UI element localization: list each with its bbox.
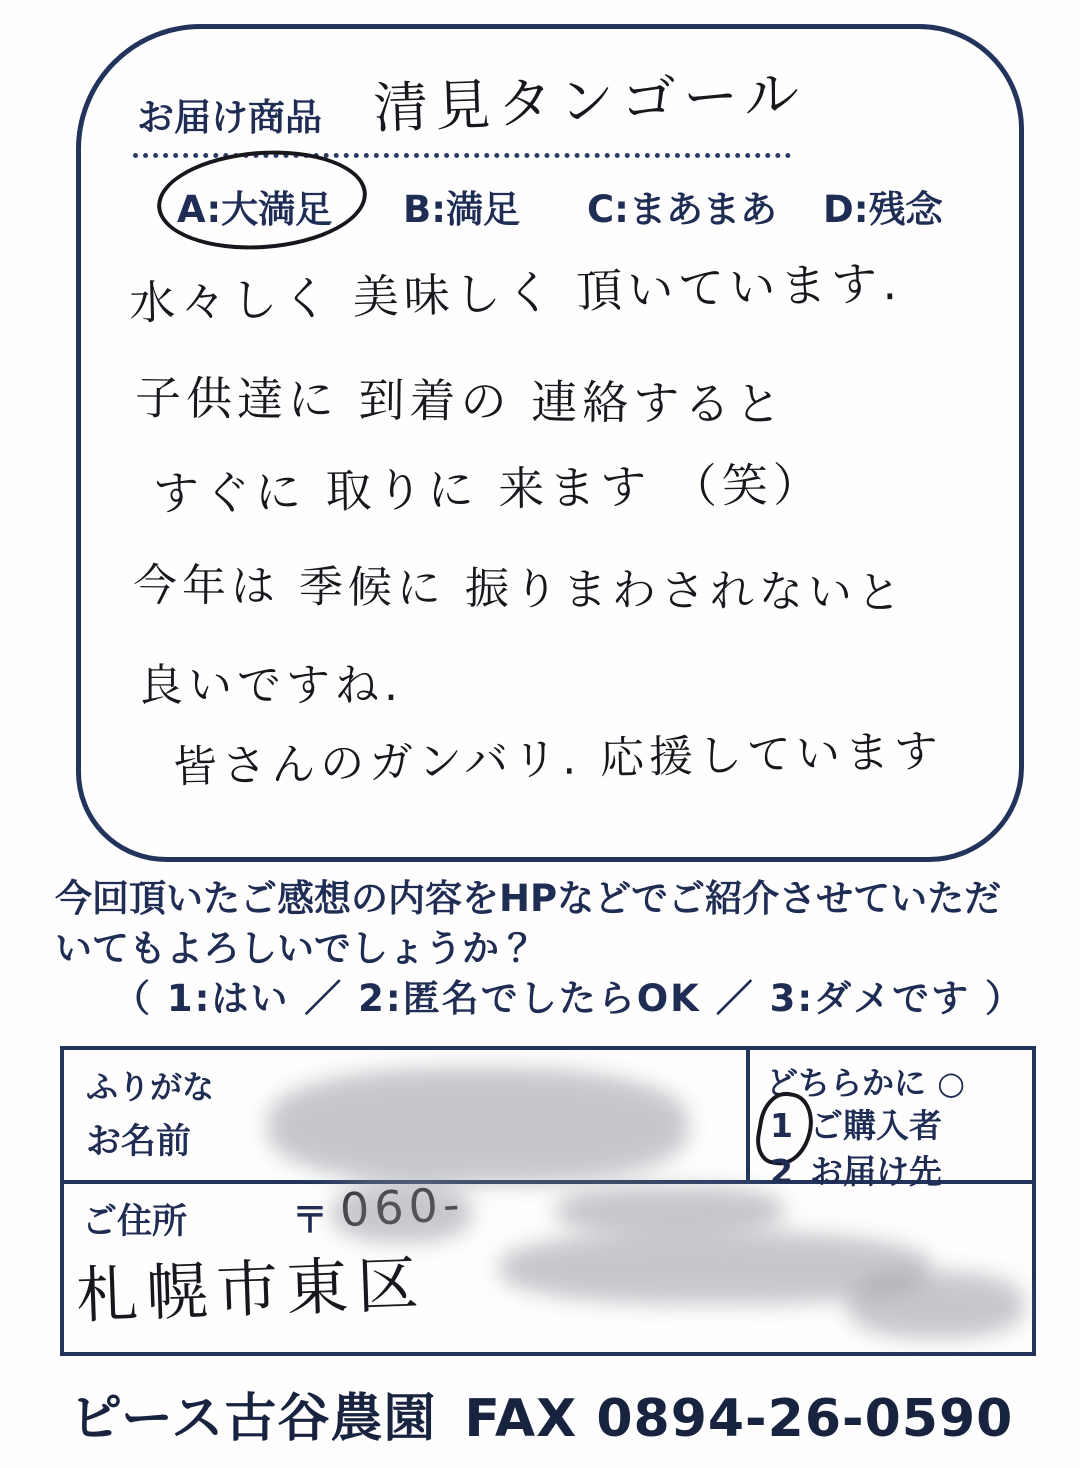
- feedback-line-3: すぐに 取りに 来ます （笑）: [152, 457, 825, 521]
- postal-mark: 〒: [292, 1200, 329, 1241]
- redacted-address-blur-2: [848, 1272, 1024, 1338]
- rating-option-a: A:大満足: [177, 188, 333, 231]
- rating-option-c: C:まあまあ: [587, 188, 777, 231]
- choice-title: どちらかに ○: [766, 1064, 966, 1102]
- farm-name: ピース古谷農園: [70, 1389, 437, 1449]
- consent-question-line2: いてもよろしいでしょうか？: [55, 927, 536, 970]
- feedback-line-4: 今年は 季候に 振りまわされないと: [132, 559, 907, 620]
- consent-question: [55, 874, 1055, 1024]
- feedback-line-2: 子供達に 到着の 連絡すると: [134, 370, 787, 432]
- choice-recipient-label: お届け先: [810, 1152, 942, 1191]
- choice-purchaser: [770, 1100, 942, 1147]
- survey-response-box: [76, 24, 1024, 862]
- choice-purchaser-number: 1: [770, 1106, 793, 1145]
- dotted-underline: [133, 105, 791, 158]
- feedback-line-6: 皆さんのガンバリ. 応援しています: [172, 725, 944, 794]
- footer-contact-line: [70, 1376, 1030, 1451]
- consent-options: （ 1:はい ／ 2:匿名でしたらOK ／ 3:ダメです ）: [113, 977, 1025, 1020]
- redacted-postal-blur: [556, 1186, 784, 1236]
- product-name-handwritten: 清見タンゴール: [372, 61, 808, 141]
- feedback-line-5: 良いですね.: [139, 660, 403, 711]
- choice-recipient: [770, 1146, 942, 1193]
- name-label: お名前: [86, 1122, 192, 1162]
- rating-option-b: B:満足: [403, 188, 520, 231]
- redacted-name-blur-tail: [332, 1184, 472, 1242]
- fax-label: FAX: [464, 1389, 578, 1449]
- rating-option-d: D:残念: [823, 188, 943, 231]
- choice-recipient-number: 2: [770, 1152, 793, 1191]
- fax-number: 0894-26-0590: [596, 1389, 1014, 1449]
- address-label: ご住所: [82, 1202, 188, 1242]
- furigana-label: ふりがな: [86, 1068, 215, 1106]
- choice-purchaser-label: ご購入者: [810, 1106, 942, 1145]
- consent-question-line1: 今回頂いたご感想の内容をHPなどでご紹介させていただ: [55, 877, 1002, 920]
- address-handwritten: 札幌市東区: [75, 1246, 428, 1333]
- redacted-name-blur: [268, 1068, 688, 1184]
- product-label: お届け商品: [137, 96, 322, 139]
- table-vertical-divider: [746, 1050, 750, 1180]
- feedback-line-1: 水々しく 美味しく 頂いています.: [128, 255, 903, 331]
